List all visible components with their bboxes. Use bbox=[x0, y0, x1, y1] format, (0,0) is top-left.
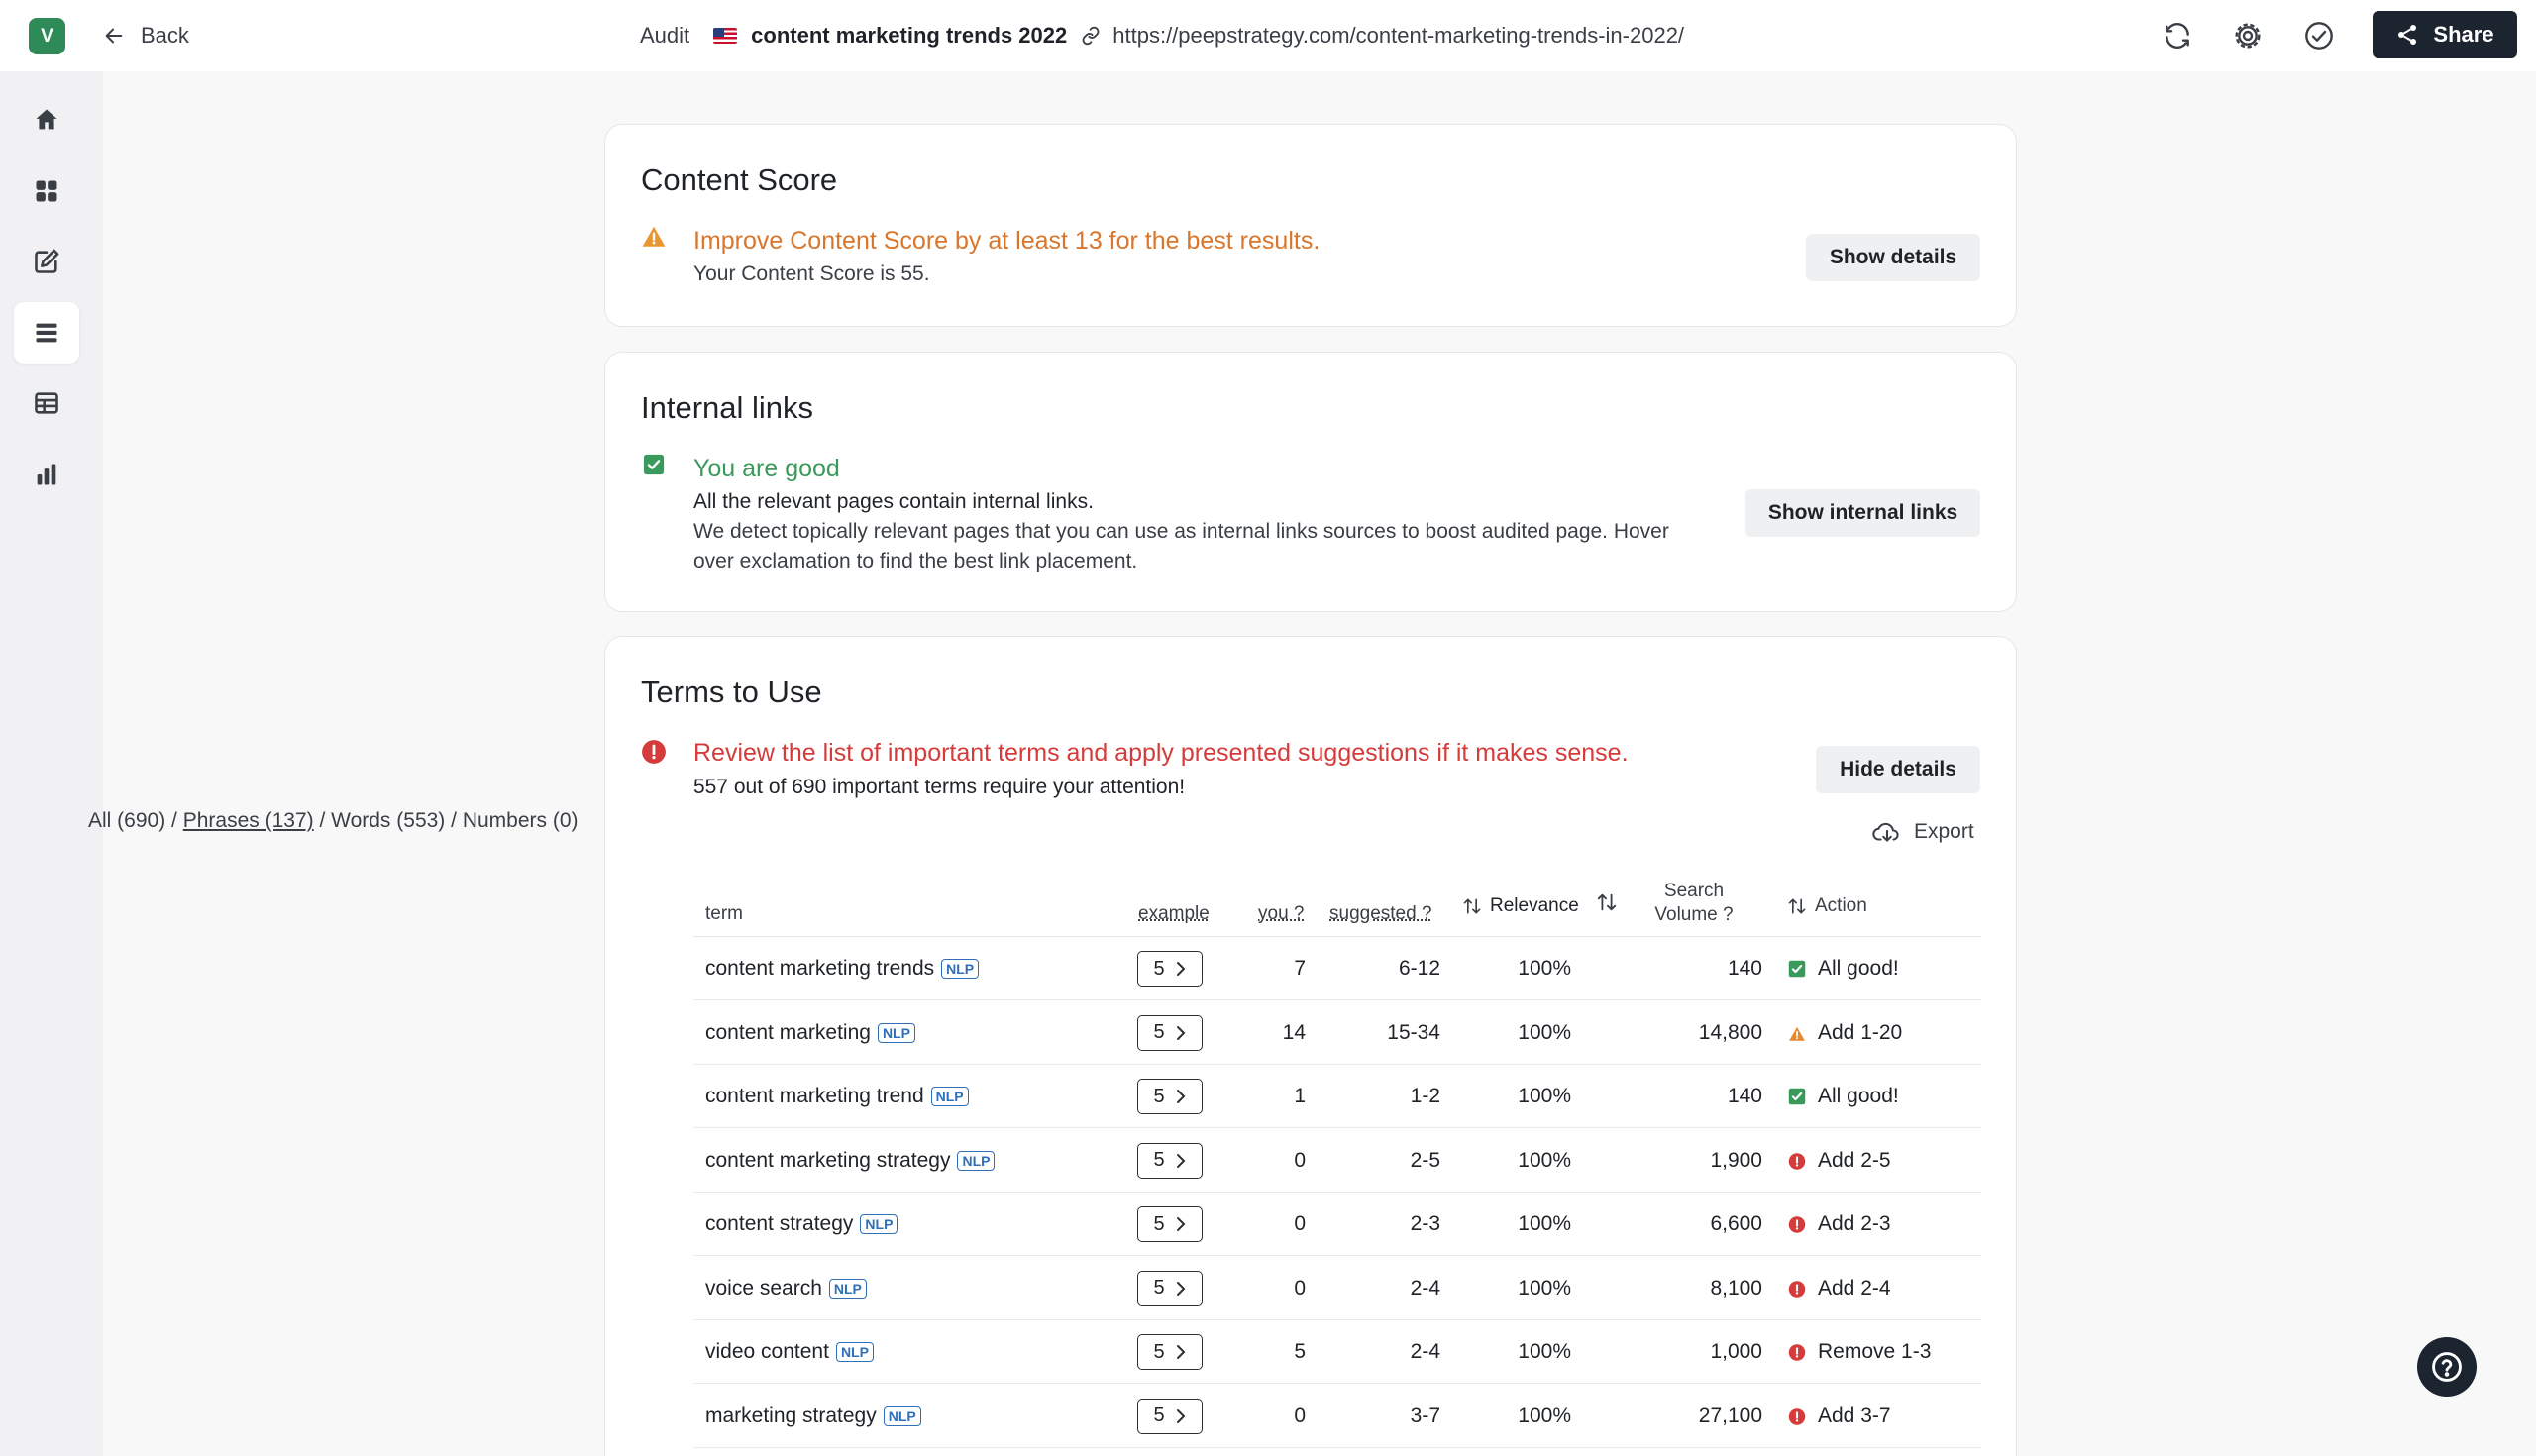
arrow-left-icon bbox=[103, 25, 125, 47]
nlp-badge: NLP bbox=[931, 1087, 969, 1106]
col-you[interactable]: you ? bbox=[1258, 903, 1305, 924]
error-circle-icon bbox=[1788, 1280, 1806, 1298]
col-search-volume[interactable] bbox=[1644, 880, 1744, 927]
app-logo[interactable]: V bbox=[29, 18, 65, 54]
filter-separator: / bbox=[313, 809, 332, 832]
terms-message: Review the list of important terms and apply presented suggestions if it makes sense. bbox=[693, 739, 1629, 767]
col-relevance[interactable] bbox=[1462, 895, 1579, 917]
col-suggested[interactable]: suggested ? bbox=[1329, 903, 1432, 924]
share-label: Share bbox=[2433, 22, 2494, 47]
col-term[interactable]: term bbox=[705, 903, 743, 924]
relevance-value: 100% bbox=[1518, 1340, 1571, 1363]
internal-links-detail-2: We detect topically relevant pages that you can use as internal links sources to boost audited page. Hover bbox=[693, 520, 1669, 543]
internal-links-detail-1: All the relevant pages contain internal links. bbox=[693, 490, 1094, 513]
col-relevance-sort-icon[interactable] bbox=[1596, 891, 1618, 919]
table-row bbox=[693, 1065, 1981, 1128]
example-button[interactable]: 5 bbox=[1137, 1143, 1203, 1179]
relevance-value: 100% bbox=[1518, 1212, 1571, 1235]
suggested-range: 3-7 bbox=[1410, 1404, 1440, 1427]
suggested-range: 2-4 bbox=[1410, 1340, 1440, 1363]
table-row bbox=[693, 1385, 1981, 1448]
filter-phrases[interactable]: Phrases (137) bbox=[182, 809, 314, 832]
error-circle-icon bbox=[1788, 1152, 1806, 1170]
warning-icon bbox=[1788, 1024, 1806, 1042]
table-row bbox=[693, 937, 1981, 1000]
sidebar-item-home[interactable] bbox=[14, 89, 79, 151]
sort-icon bbox=[1787, 896, 1807, 916]
nlp-badge: NLP bbox=[829, 1279, 867, 1299]
sidebar-item-dashboard[interactable] bbox=[14, 160, 79, 222]
export-button[interactable] bbox=[1872, 819, 1974, 845]
content-score-title: Content Score bbox=[641, 162, 838, 197]
action-cell: Add 3-7 bbox=[1788, 1385, 1891, 1448]
home-icon bbox=[33, 106, 60, 134]
check-square-icon bbox=[643, 454, 665, 475]
term-cell: voice search NLP bbox=[705, 1257, 867, 1320]
search-volume-value: 140 bbox=[1727, 957, 1762, 980]
sidebar-item-audit[interactable] bbox=[14, 302, 79, 364]
action-cell: Add 2-5 bbox=[1788, 1129, 1891, 1193]
filter-separator: / bbox=[445, 809, 463, 832]
term-cell: content marketing trends NLP bbox=[705, 937, 979, 1000]
col-search-volume-line1: Search bbox=[1663, 881, 1725, 901]
action-cell: Add 2-3 bbox=[1788, 1193, 1891, 1256]
terms-detail: 557 out of 690 important terms require your attention! bbox=[693, 776, 1186, 798]
sidebar-item-stats[interactable] bbox=[14, 444, 79, 505]
content-score-card bbox=[604, 124, 2017, 327]
term-cell: marketing strategy NLP bbox=[705, 1385, 921, 1448]
audit-label: Audit bbox=[640, 23, 690, 48]
term-cell: video content NLP bbox=[705, 1320, 874, 1384]
term-cell: content marketing strategy NLP bbox=[705, 1129, 995, 1193]
error-circle-icon bbox=[1788, 1215, 1806, 1233]
error-circle-icon bbox=[641, 739, 667, 765]
relevance-value: 100% bbox=[1518, 957, 1571, 980]
search-volume-value: 6,600 bbox=[1710, 1212, 1762, 1235]
relevance-value: 100% bbox=[1518, 1020, 1571, 1044]
col-action[interactable] bbox=[1787, 895, 1867, 917]
example-button[interactable]: 5 bbox=[1137, 1334, 1203, 1370]
filter-separator: / bbox=[165, 809, 183, 832]
check-circle-icon[interactable] bbox=[2301, 18, 2337, 53]
question-icon bbox=[2430, 1350, 2464, 1384]
check-square-icon bbox=[1788, 960, 1806, 978]
back-button[interactable] bbox=[103, 20, 189, 52]
sidebar bbox=[0, 71, 103, 1456]
action-cell: Remove 1-3 bbox=[1788, 1320, 1931, 1384]
check-square-icon bbox=[1788, 1088, 1806, 1105]
col-action-label: Action bbox=[1815, 895, 1867, 916]
internal-links-detail-3: over exclamation to find the best link placement. bbox=[693, 550, 1138, 572]
warning-icon bbox=[641, 224, 667, 250]
bar-chart-icon bbox=[33, 461, 60, 488]
example-button[interactable]: 5 bbox=[1137, 1015, 1203, 1051]
content-score-message: Improve Content Score by at least 13 for the best results. bbox=[693, 227, 1321, 255]
cloud-download-icon bbox=[1872, 819, 1902, 845]
show-details-button[interactable]: Show details bbox=[1806, 234, 1980, 281]
export-label: Export bbox=[1914, 820, 1974, 843]
edit-icon bbox=[33, 248, 60, 275]
search-volume-value: 1,900 bbox=[1710, 1148, 1762, 1172]
relevance-value: 100% bbox=[1518, 1148, 1571, 1172]
nlp-badge: NLP bbox=[860, 1214, 898, 1234]
you-count: 7 bbox=[1294, 957, 1306, 980]
terms-title: Terms to Use bbox=[641, 675, 822, 709]
hide-details-button[interactable]: Hide details bbox=[1816, 746, 1980, 793]
audited-url[interactable]: https://peepstrategy.com/content-marketing-trends-in-2022/ bbox=[1112, 23, 1685, 48]
suggested-range: 2-5 bbox=[1410, 1148, 1440, 1172]
table-row bbox=[693, 1129, 1981, 1193]
breadcrumb bbox=[640, 20, 1684, 52]
sidebar-item-editor[interactable] bbox=[14, 231, 79, 292]
error-circle-icon bbox=[1788, 1343, 1806, 1361]
refresh-icon[interactable] bbox=[2160, 18, 2195, 53]
action-cell: Add 1-20 bbox=[1788, 1001, 1902, 1065]
suggested-range: 1-2 bbox=[1410, 1085, 1440, 1107]
col-example[interactable]: example bbox=[1138, 903, 1210, 924]
search-volume-value: 140 bbox=[1727, 1085, 1762, 1107]
list-icon bbox=[33, 319, 60, 347]
back-label: Back bbox=[141, 23, 189, 48]
you-count: 5 bbox=[1294, 1340, 1306, 1363]
table-row bbox=[693, 1320, 1981, 1384]
filter-words[interactable]: Words (553) bbox=[331, 809, 446, 832]
search-volume-value: 27,100 bbox=[1698, 1404, 1762, 1427]
suggested-range: 2-4 bbox=[1410, 1276, 1440, 1300]
example-button[interactable]: 5 bbox=[1137, 1271, 1203, 1306]
suggested-range: 15-34 bbox=[1387, 1020, 1440, 1044]
share-button[interactable] bbox=[2373, 11, 2517, 58]
search-volume-value: 8,100 bbox=[1710, 1276, 1762, 1300]
nlp-badge: NLP bbox=[884, 1406, 921, 1426]
term-cell: content marketing trend NLP bbox=[705, 1065, 969, 1128]
search-volume-value: 1,000 bbox=[1710, 1340, 1762, 1363]
search-volume-value: 14,800 bbox=[1698, 1020, 1762, 1044]
us-flag-icon bbox=[713, 28, 737, 44]
you-count: 0 bbox=[1294, 1148, 1306, 1172]
term-cell: content marketing NLP bbox=[705, 1001, 915, 1065]
you-count: 0 bbox=[1294, 1276, 1306, 1300]
nlp-badge: NLP bbox=[878, 1023, 915, 1043]
keyword-title: content marketing trends 2022 bbox=[751, 23, 1068, 48]
internal-links-title: Internal links bbox=[641, 390, 814, 425]
you-count: 0 bbox=[1294, 1212, 1306, 1235]
table-row bbox=[693, 1257, 1981, 1320]
example-button[interactable]: 5 bbox=[1137, 951, 1203, 987]
sort-icon bbox=[1462, 896, 1482, 916]
filter-all[interactable]: All (690) bbox=[88, 809, 166, 832]
nlp-badge: NLP bbox=[836, 1342, 874, 1362]
share-icon bbox=[2395, 23, 2419, 47]
internal-links-message: You are good bbox=[693, 455, 840, 482]
internal-links-card bbox=[604, 352, 2017, 612]
you-count: 14 bbox=[1282, 1020, 1306, 1044]
table-row bbox=[693, 1193, 1981, 1256]
term-cell: content strategy NLP bbox=[705, 1193, 898, 1256]
relevance-value: 100% bbox=[1518, 1276, 1571, 1300]
grid-icon bbox=[33, 177, 60, 205]
col-relevance-label: Relevance bbox=[1490, 895, 1579, 916]
col-search-volume-line2: Volume ? bbox=[1654, 904, 1734, 925]
nlp-badge: NLP bbox=[957, 1151, 995, 1171]
you-count: 1 bbox=[1294, 1085, 1306, 1107]
content-score-detail: Your Content Score is 55. bbox=[693, 262, 930, 285]
error-circle-icon bbox=[1788, 1407, 1806, 1425]
relevance-value: 100% bbox=[1518, 1404, 1571, 1427]
example-button[interactable]: 5 bbox=[1137, 1206, 1203, 1242]
suggested-range: 6-12 bbox=[1398, 957, 1440, 980]
action-cell: All good! bbox=[1788, 937, 1899, 1000]
you-count: 0 bbox=[1294, 1404, 1306, 1427]
table-row bbox=[693, 1001, 1981, 1065]
table-icon bbox=[33, 389, 60, 417]
show-internal-links-button[interactable]: Show internal links bbox=[1745, 489, 1980, 537]
term-filters bbox=[88, 809, 579, 833]
filter-numbers[interactable]: Numbers (0) bbox=[462, 809, 579, 832]
example-button[interactable]: 5 bbox=[1137, 1079, 1203, 1114]
relevance-value: 100% bbox=[1518, 1085, 1571, 1107]
action-cell: Add 2-4 bbox=[1788, 1257, 1891, 1320]
example-button[interactable]: 5 bbox=[1137, 1399, 1203, 1434]
sidebar-item-table[interactable] bbox=[14, 372, 79, 434]
top-bar bbox=[0, 0, 2536, 71]
action-cell: All good! bbox=[1788, 1065, 1899, 1128]
nlp-badge: NLP bbox=[941, 959, 979, 979]
help-button[interactable] bbox=[2417, 1337, 2477, 1397]
settings-gear-icon[interactable] bbox=[2230, 18, 2266, 53]
suggested-range: 2-3 bbox=[1410, 1212, 1440, 1235]
link-icon bbox=[1081, 26, 1101, 46]
